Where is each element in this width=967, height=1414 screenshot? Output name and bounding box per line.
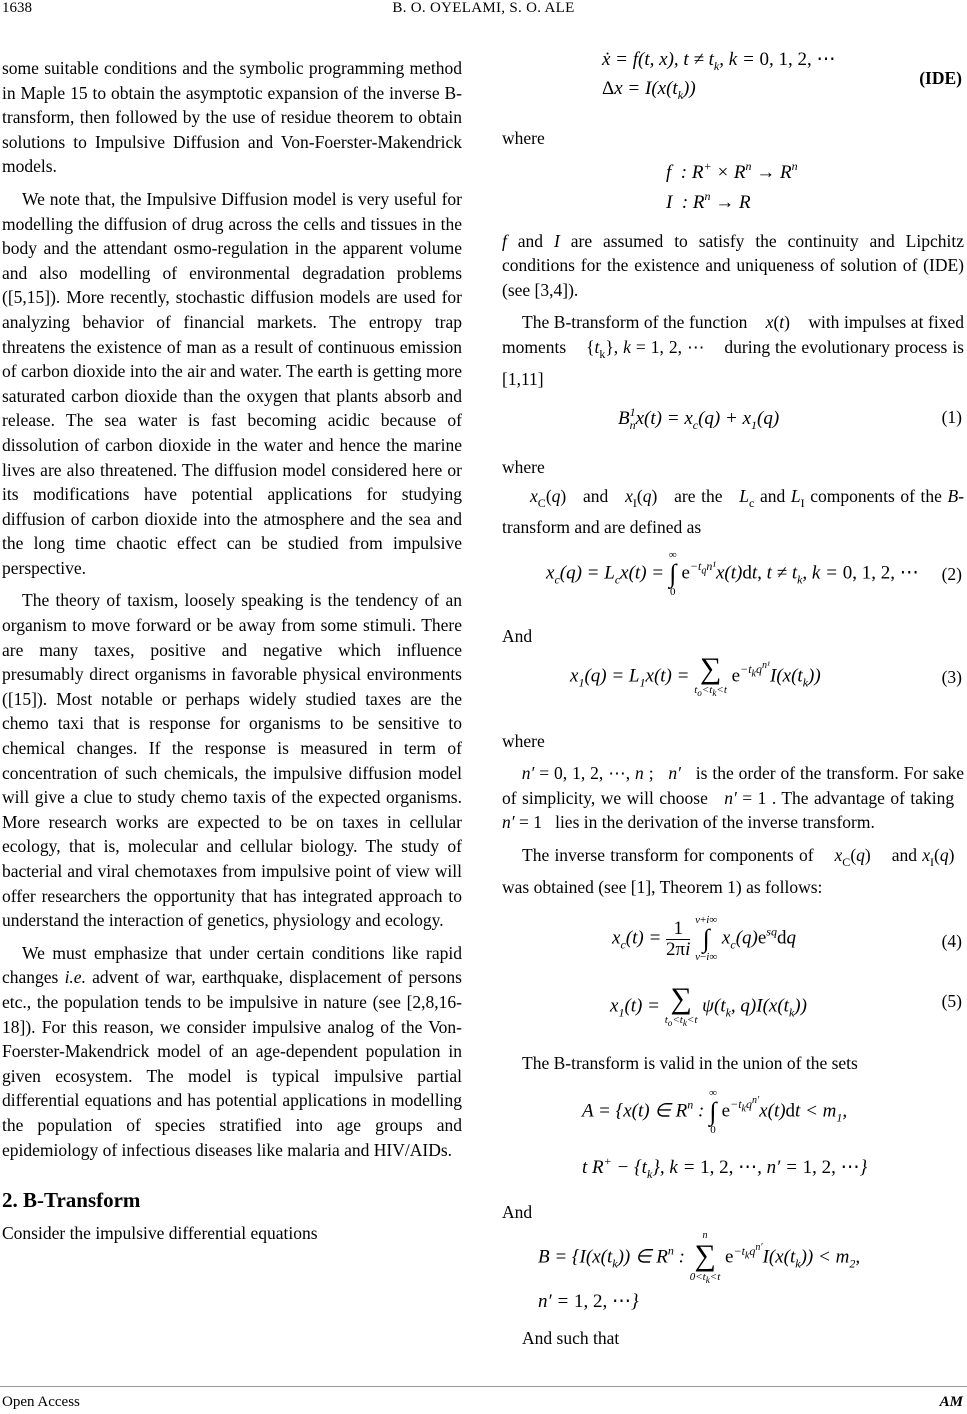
label-and: And — [502, 625, 533, 646]
section-heading: 2. B-Transform — [2, 1188, 141, 1213]
ide-line-2: $\Delta x = I(x(t_k))$ — [602, 78, 696, 102]
text-span: B — [947, 485, 959, 506]
right-column — [502, 49, 965, 1351]
mapping-f: f : $R^+ \times R^n \to R^n$ — [666, 158, 798, 183]
text-span: and — [506, 230, 554, 251]
text-span: We must emphasize that under certain conditions like rapid changes — [2, 942, 462, 988]
equation-3-number: (3) — [941, 666, 962, 687]
text-span: -transform and are defined as — [502, 485, 965, 538]
equation-5-body: $x_1(t)$ = ∑ $t_o<t_k<t$ $\psi(t_k$, $q)I(x(t_k))$ — [610, 982, 807, 1029]
paragraph-components: $x_C(q)$ and $x_I(q)$ are the $L_c$ and $L_I$ components of the B-transform and are defined as — [502, 485, 965, 538]
mapping-i: I : $R^n \to R$ — [666, 188, 751, 213]
text-span: are the — [674, 485, 723, 506]
paragraph-intro-continued: some suitable conditions and the symbolic programming method in Maple 15 to obtain the asymptotic expansion of the inverse B-transform, then followed by the use of residue theorem to obtain solutions to Impulsive Diffusion and Von-Foerster-Makendrick models. — [2, 58, 462, 177]
summation-sign: n ∑ $0<t_k<t$ — [689, 1230, 721, 1286]
equation-3-body: $x_1(q) = L_1x(t)$ = ∑ $t_o<t_k<t$ $e^{-t_kq^{n^1}}I(x(t_k))$ — [570, 651, 821, 698]
page-number: 1638 — [2, 0, 32, 16]
equation-4-body: $x_c(t)$ = $\frac{1}{2\pi i}$ v+i∞ ∫ v−i∞ $x_c(q)e^{sq}dq$ — [612, 914, 796, 964]
equation-2-number: (2) — [941, 563, 962, 584]
text-span: with impulses at fixed moments — [502, 312, 964, 357]
footer-divider — [0, 1386, 967, 1387]
text-span: The inverse transform for components of — [522, 844, 814, 865]
text-span: and — [583, 485, 609, 506]
left-column — [2, 56, 462, 1246]
set-b-line-1: $B = \{I(x(t_k))$ ∈ $R^n$ : n ∑ $0<t_k<t$ $e^{-t_kq^{n'}}I(x(t_k)) < m_2$, — [538, 1230, 861, 1286]
paragraph-taxism: The theory of taxism, loosely speaking is the tendency of an organism to move forward or be away from some stimuli. There are many taxes, positive and negative which influence presumably direct organisms in favorable physical environments ([15]). Most notable or perhaps widely studied taxes are the chemo taxi that is response for organisms to be sensitive to chemical changes. If the response is measured in term of concentration of such chemicals, the impulsive diffusion model will give a clue to study chemo taxis of the expected organisms. More research works are expected to be on taxes in cellular ecology, that is, molecular and cellular biology. The study of bacterial and viral chemotaxes from impulsive point of view will offer researchers the opportunity that has integrated approach to understand the interaction of genetics, physiology and ecology. — [2, 590, 462, 931]
text-span: lies in the derivation of the inverse transform. — [555, 812, 875, 833]
ide-tag: (IDE) — [919, 68, 962, 88]
set-a-line-1: A = {x(t) ∈ $R^n$ : ∞ ∫ 0 $e^{-t_kq^{n'}}x(t)dt < m_1$, — [582, 1086, 848, 1136]
text-span: and — [891, 844, 917, 865]
integral-sign: v+i∞ ∫ v−i∞ — [695, 914, 718, 964]
equation-4 — [502, 911, 964, 977]
paragraph-impulsive-population — [2, 941, 462, 1162]
equation-2-body: $x_c(q) = L_cx(t)$ = ∞ ∫ 0 $e^{-t_qn^1}x(t)dt$, $t \ne t_k$, k = 0, 1, 2, ⋯ — [546, 548, 919, 598]
equation-1-body: $B_n^1x(t) = x_c(q) + x_1(q)$ — [618, 405, 780, 433]
equation-4-number: (4) — [941, 931, 962, 952]
equation-3 — [502, 651, 964, 715]
text-span: I — [553, 230, 560, 251]
text-span: during the evolutionary process is [1,11] — [502, 336, 964, 389]
running-title: B. O. OYELAMI, S. O. ALE — [392, 0, 575, 16]
label-and-2: And — [502, 1201, 533, 1222]
summation-sign: ∑ $t_o<t_k<t$ — [694, 651, 727, 698]
equation-set-a — [502, 1088, 964, 1186]
text-span: advent of war, earthquake, displacement of persons etc., the population tends to be impulsive in nature (see [2,8,16-18]). For this reason, we consider impulsive analog of the Von-Foerster-Makendrick model of an age-dependent population in given ecosystem. The model is typical impulsive partial differential equations and has potential applications in modelling the population of species stratified into age groups and epidemiology of infectious diseases like malaria and HIV/AIDs. — [2, 967, 462, 1160]
equation-1-number: (1) — [941, 407, 962, 428]
paragraph-consider: Consider the impulsive differential equations — [2, 1223, 318, 1244]
label-where-3: where — [502, 730, 545, 751]
text-span: The B-transform of the function — [522, 312, 748, 333]
equation-5-number: (5) — [941, 991, 962, 1012]
equation-ide — [502, 48, 964, 110]
equation-set-b — [502, 1230, 964, 1316]
text-span: are assumed to satisfy the continuity and Lipchitz conditions for the existence and uniqueness of solution of (IDE) (see [3,4]). — [502, 230, 964, 300]
text-span: is the order of the transform. For sake of simplicity, we will choose — [502, 763, 965, 808]
paragraph-impulsive-diffusion: We note that, the Impulsive Diffusion model is very useful for modelling the diffusion of drug across the cells and tissues in the body and the attendant osmo-regulation in the apparent volume and also modelling of environmental degradation problems ([5,15]). More recently, stochastic diffusion models are used for analyzing behavior of financial markets. The entropy trap threatens the existence of man as a result of continuous emission of carbon dioxide into the air and water. The earth is getting more saturated carbon dioxide than the oxygen that plants absorb and release. The sea water is fast becoming acidic because of dissolution of carbon dioxide in the water and hence the marine lives are also threatened. The diffusion model considered here or its modifications have potential applications for studying diffusion of carbon dioxide into the atmosphere and the sea and the long time chaotic effect can be studied from impulsive perspective. — [2, 188, 462, 578]
text-span: . The advantage of taking — [771, 787, 955, 808]
text-span: f — [502, 230, 507, 251]
label-where: where — [502, 128, 545, 148]
equation-mappings — [502, 159, 964, 223]
integral-sign: ∞ ∫ 0 — [709, 1086, 717, 1136]
paragraph-valid: The B-transform is valid in the union of the sets — [522, 1053, 858, 1074]
footer-journal: AM — [939, 1394, 963, 1410]
equation-5 — [502, 983, 964, 1039]
paragraph-order: n′ = 0, 1, 2, ⋯, n ; n′ is the order of the transform. For sake of simplicity, we will choose n′ = 1 . The advantage of taking n′ = 1 lies in the derivation of the inverse transform. — [502, 763, 965, 833]
paragraph-continuity — [502, 229, 964, 303]
summation-sign: ∑ $t_o<t_k<t$ — [664, 982, 698, 1029]
equation-1 — [502, 399, 964, 439]
footer-open-access: Open Access — [2, 1394, 80, 1410]
text-span: and — [759, 485, 786, 506]
ide-line-1: ẋ = f(t, x), $t \ne t_k$, k = 0, 1, 2, ⋯ — [602, 49, 836, 73]
fraction: $\frac{1}{2\pi i}$ — [666, 917, 691, 960]
paragraph-btransform-def: The B-transform of the function x(t) with impulses at fixed moments $\{t_k\}$, k = 1, 2, ⋯ during the evolutionary process is [1,11] — [502, 312, 964, 389]
text-span-ie: i.e. — [64, 967, 86, 988]
set-b-line-2: n′ = 1, 2, ⋯} — [538, 1291, 639, 1313]
equation-2 — [502, 550, 964, 610]
paragraph-such-that: And such that — [522, 1328, 620, 1349]
paragraph-inverse: The inverse transform for components of $x_C(q)$ and $x_I(q)$ was obtained (see [1], Theorem 1) as follows: — [502, 844, 965, 897]
text-span: was obtained (see [1], Theorem 1) as follows: — [502, 876, 823, 897]
integral-sign: ∞ ∫ 0 — [668, 548, 677, 598]
label-where-2: where — [502, 457, 545, 478]
set-a-line-2: t $R^+ - \{t_k\}$, k = 1, 2, ⋯, n′ = 1, 2, ⋯} — [582, 1153, 868, 1181]
text-span: components of the — [810, 485, 948, 506]
